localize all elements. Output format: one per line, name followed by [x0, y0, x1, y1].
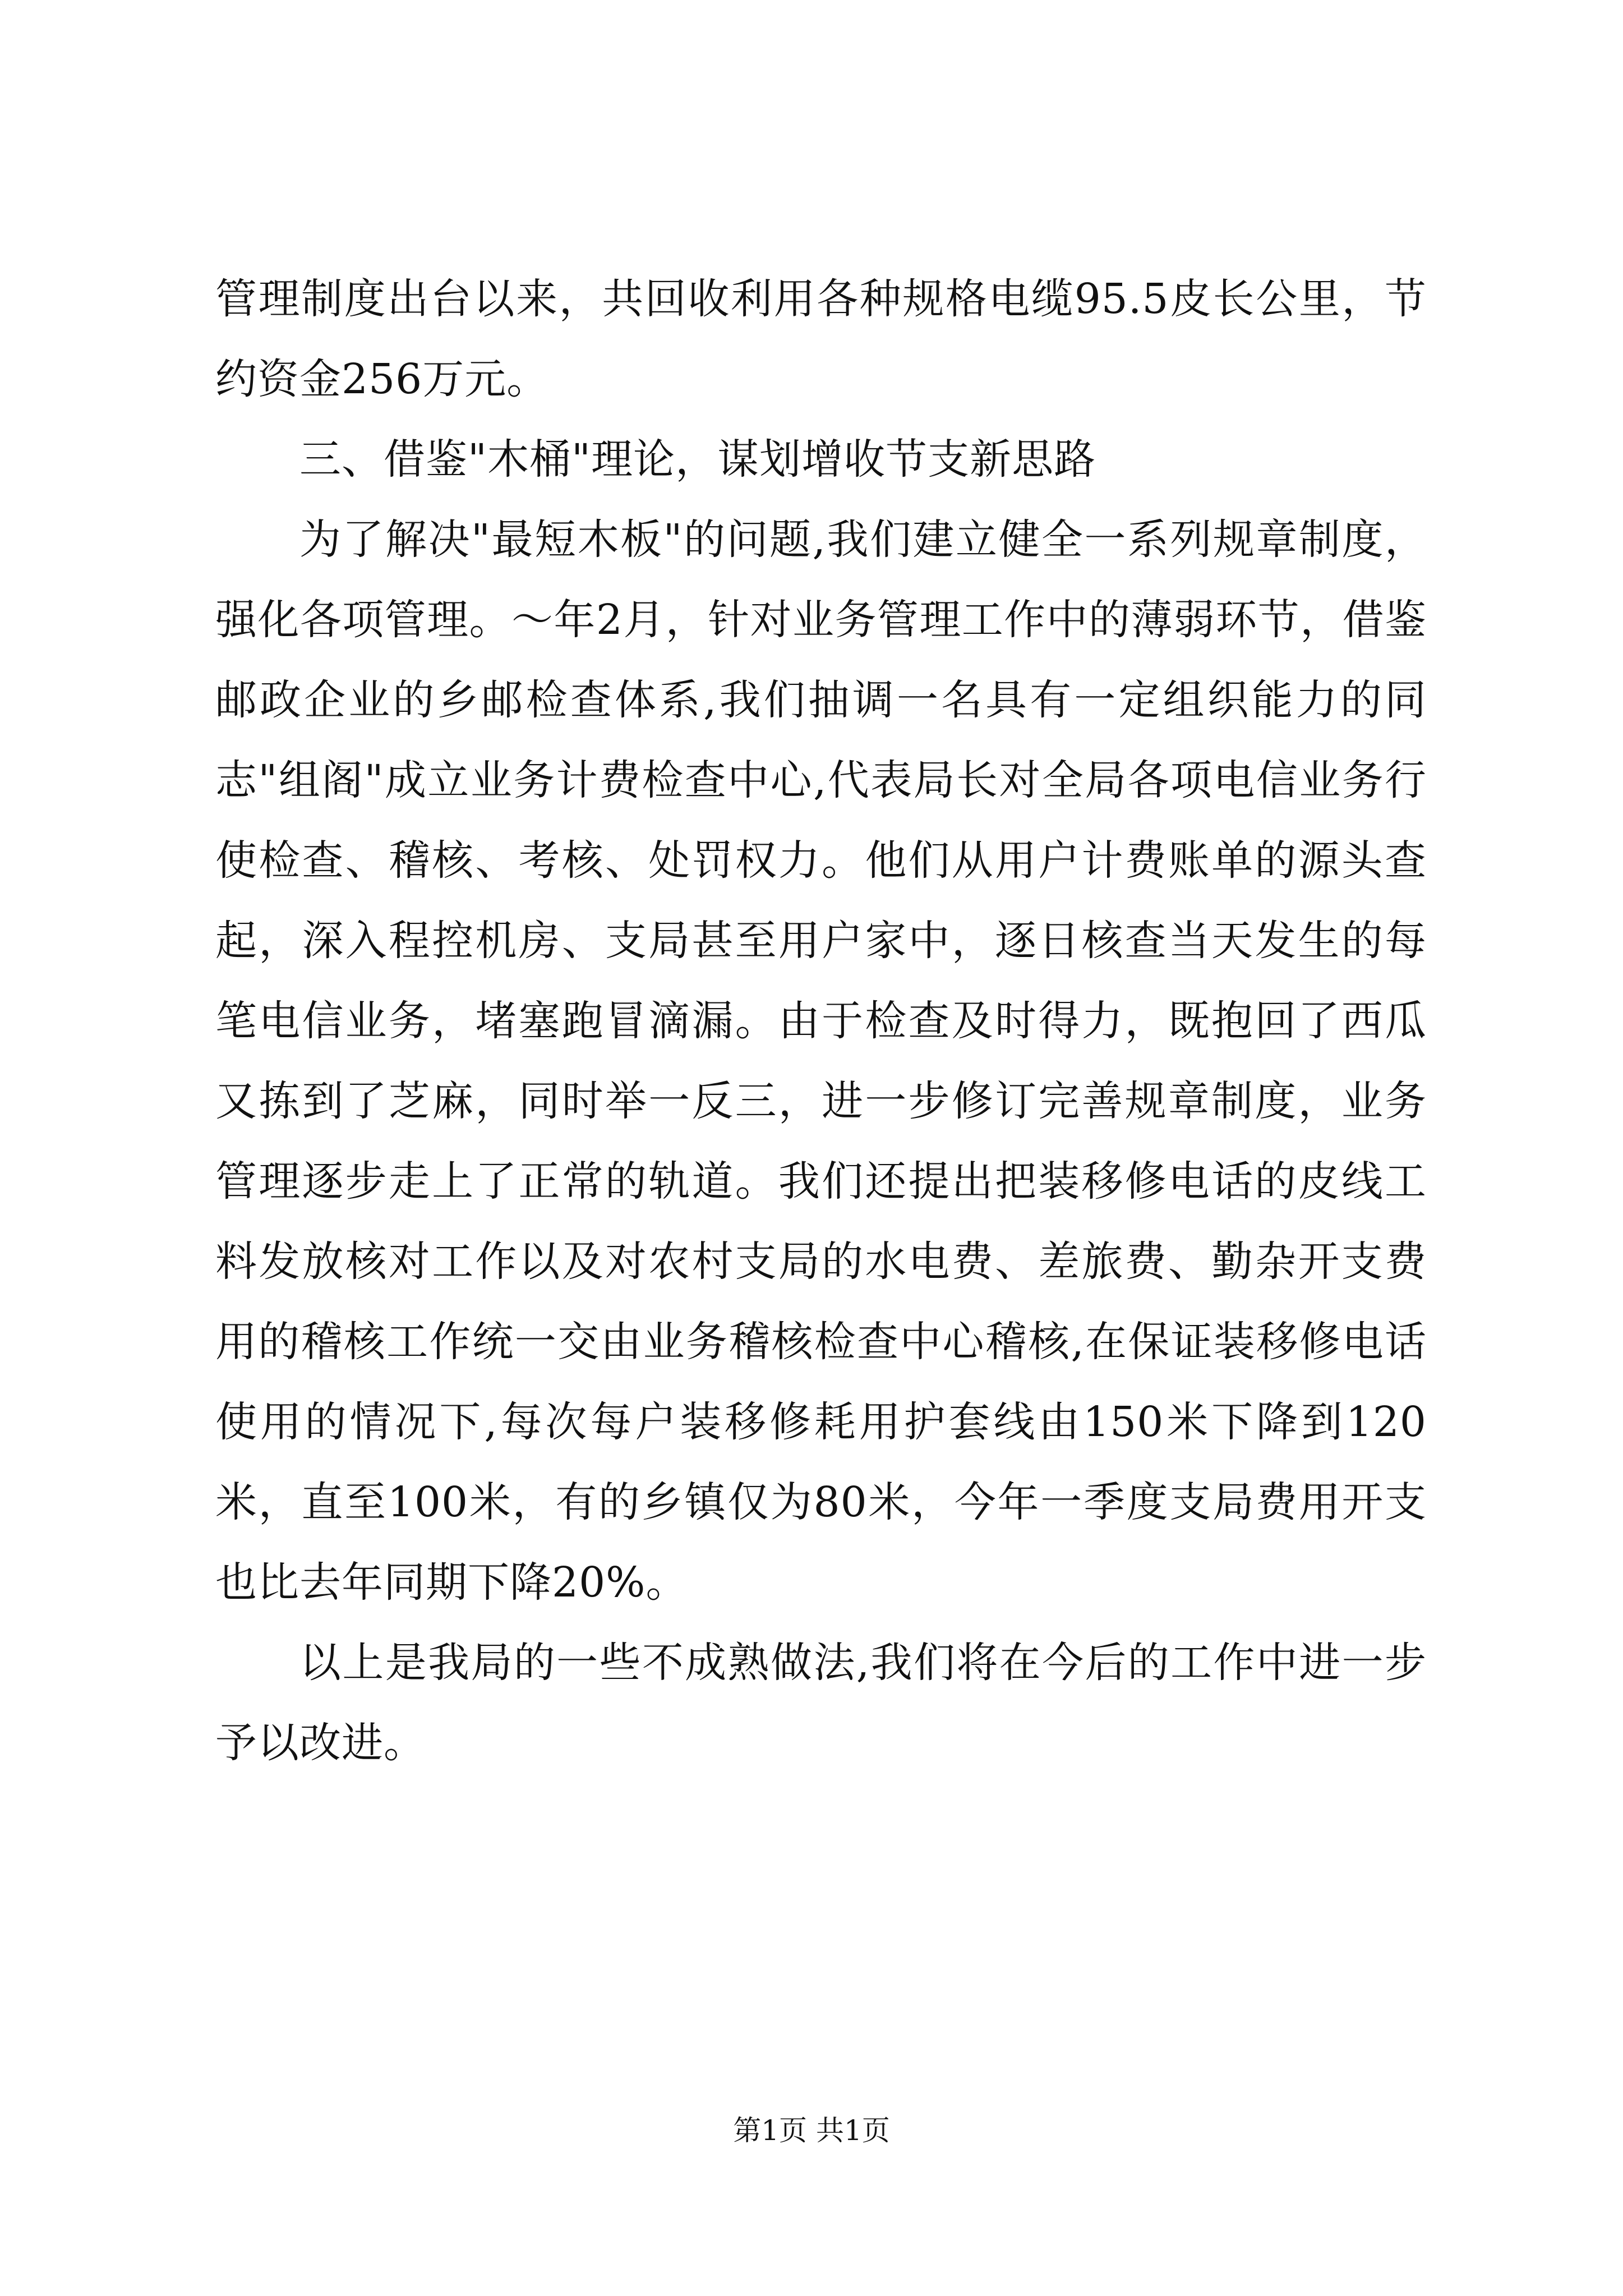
paragraph-closing: 以上是我局的一些不成熟做法,我们将在今后的工作中进一步予以改进。 [215, 1639, 1427, 1767]
paragraph-main: 为了解决"最短木板"的问题,我们建立健全一系列规章制度，强化各项管理。～年2月，针对业务管理工作中的薄弱环节，借鉴邮政企业的乡邮检查体系,我们抽调一名具有一定组织能力的同志"组阁"成立业务计费检查中心,代表局长对全局各项电信业务行使检查、稽核、考核、处罚权力。他们从用户计费账单的源头查起，深入程控机房、支局甚至用户家中，逐日核查当天发生的每笔电信业务，堵塞跑冒滴漏。由于检查及时得力，既抱回了西瓜又拣到了芝麻，同时举一反三，进一步修订完善规章制度，业务管理逐步走上了正常的轨道。我们还提出把装移修电话的皮线工料发放核对工作以及对农村支局的水电费、差旅费、勤杂开支费用的稽核工作统一交由业务稽核检查中心稽核,在保证装移修电话使用的情况下,每次每户装移修耗用护套线由150米下降到120米，直至100米，有的乡镇仅为80米，今年一季度支局费用开支也比去年同期下降20%。 [215, 516, 1427, 1607]
section-heading: 三、借鉴"木桶"理论，谋划增收节支新思路 [299, 435, 1096, 484]
paragraph-continuation: 管理制度出台以来，共回收利用各种规格电缆95.5皮长公里，节约资金256万元。 [215, 275, 1427, 403]
page-footer: 第1页 共1页 [733, 2114, 890, 2147]
document-body [215, 259, 1427, 1783]
